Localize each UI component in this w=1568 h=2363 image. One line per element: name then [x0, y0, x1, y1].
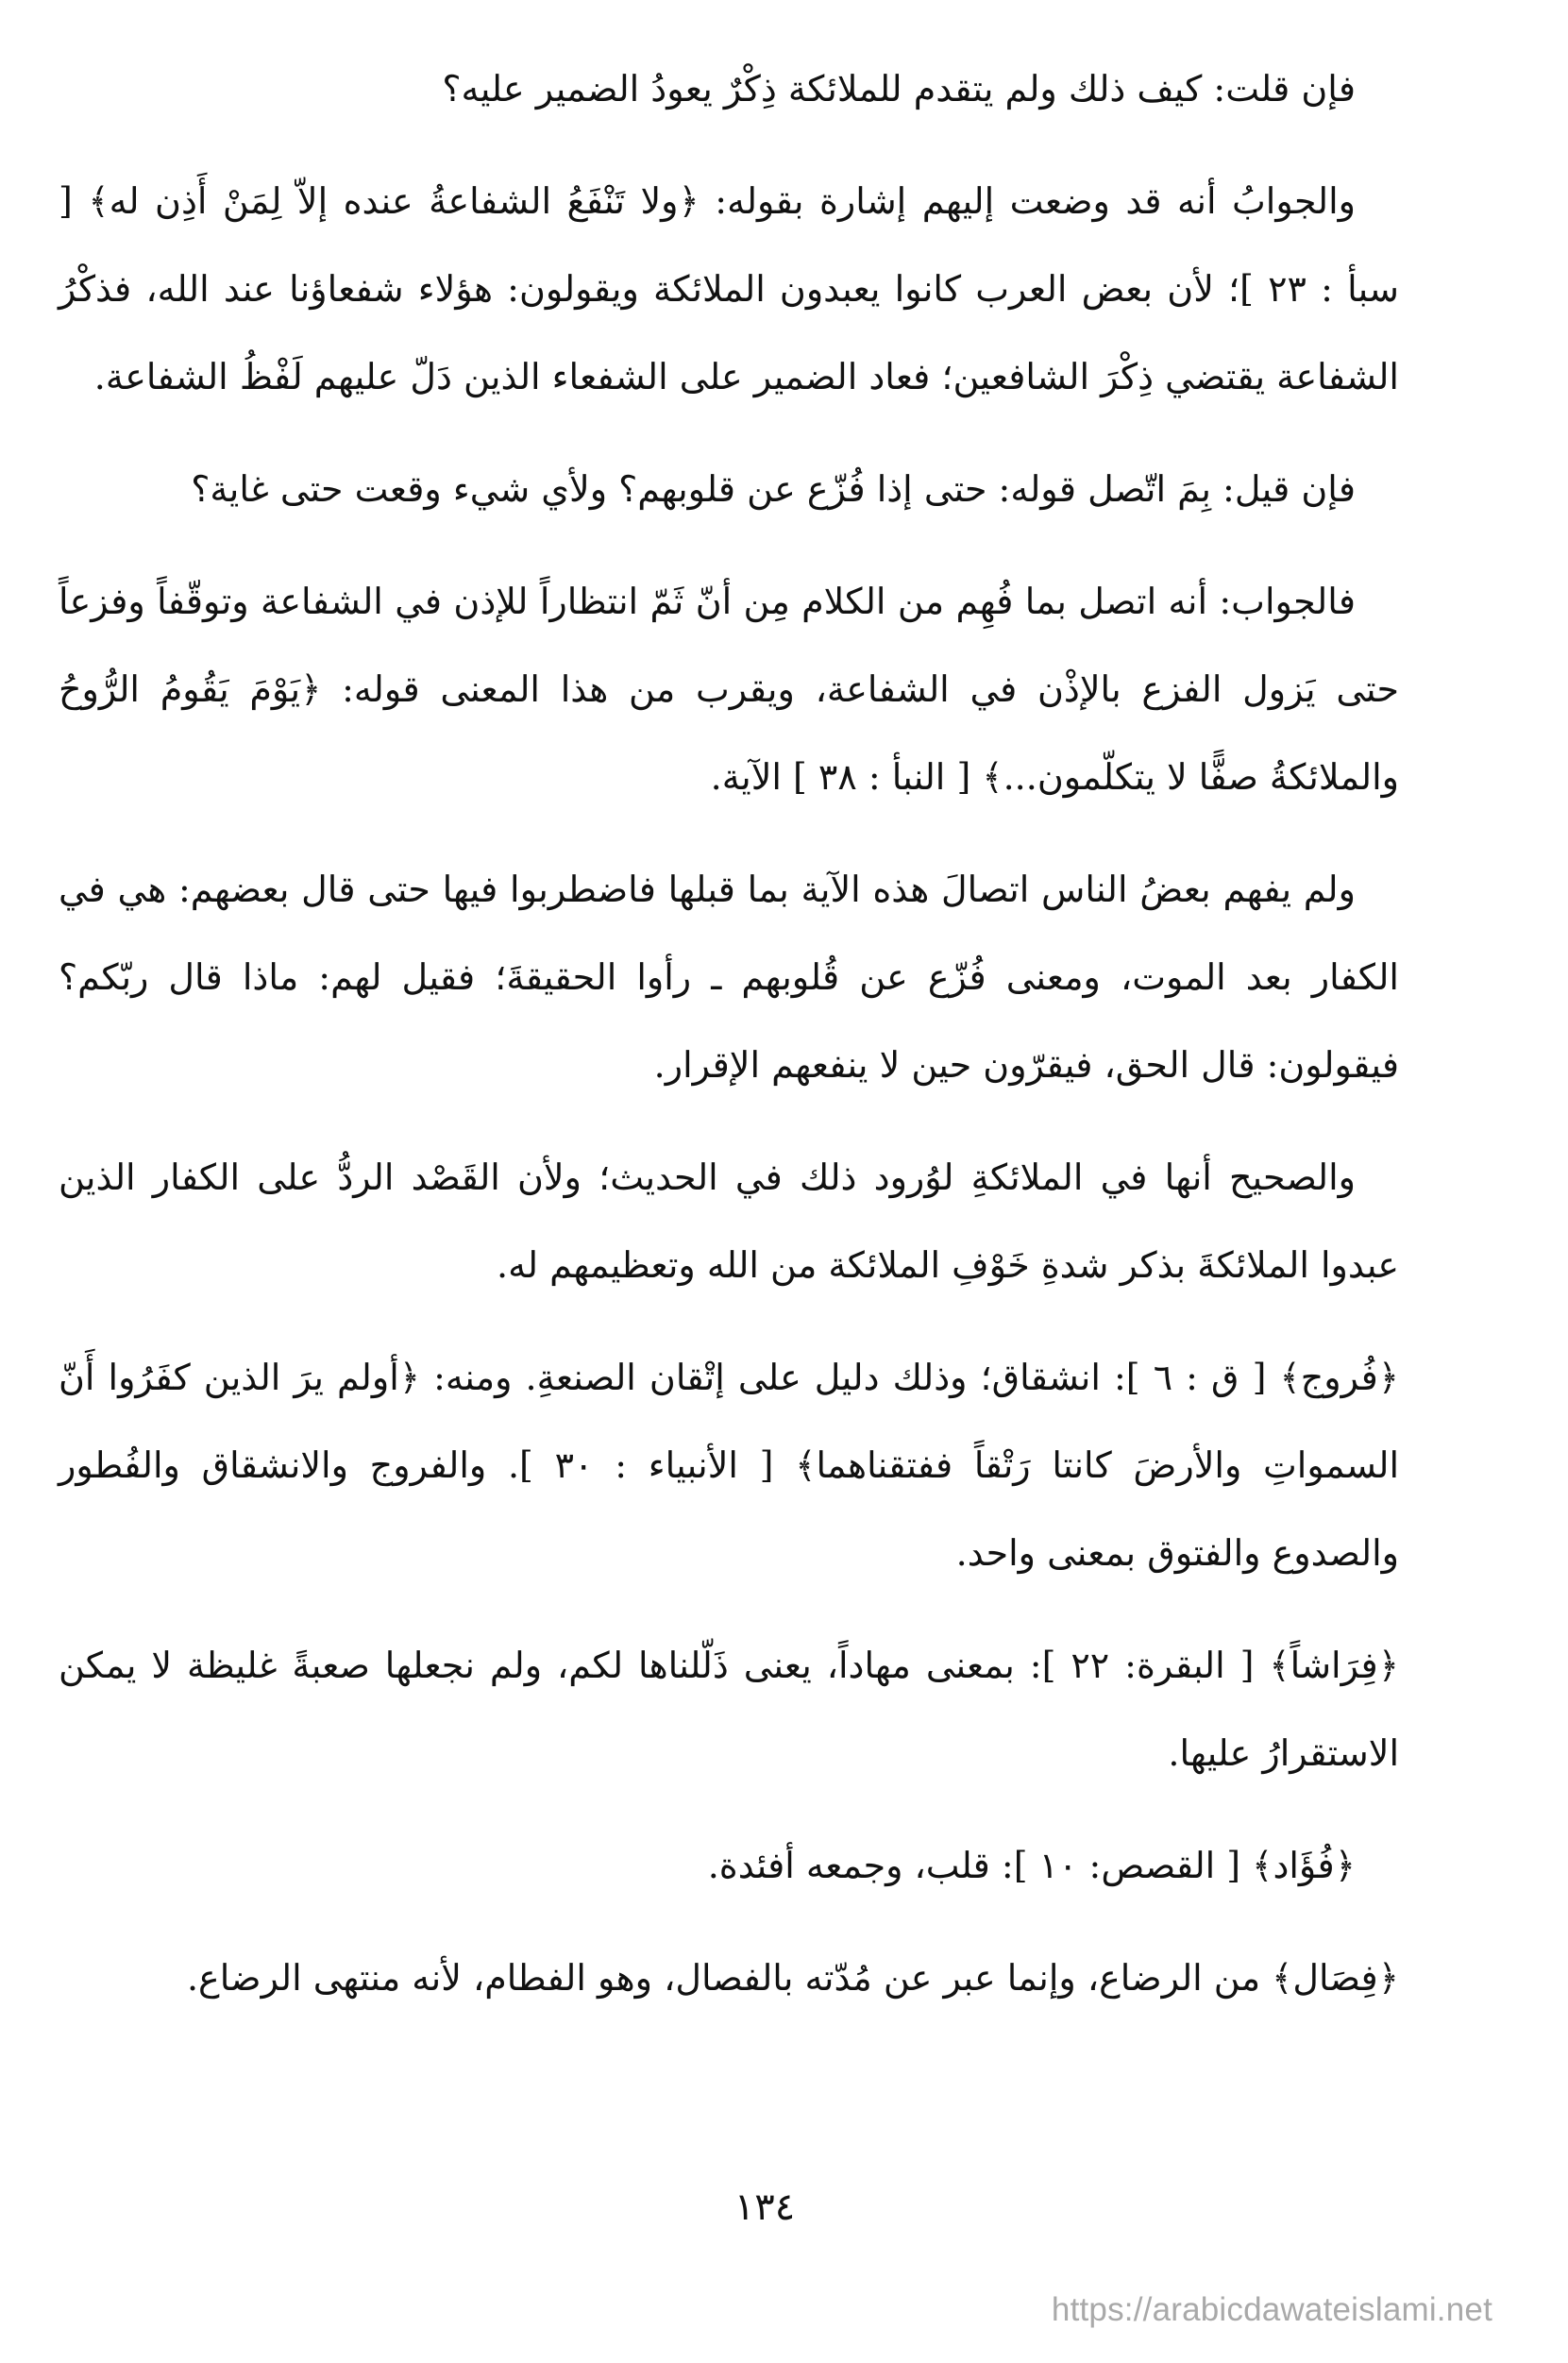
- paragraph-fisal-definition: ﴿فِصَال﴾ من الرضاع، وإنما عبر عن مُدّته بالفصال، وهو الفطام، لأنه منتهى الرضاع.: [186, 1957, 1399, 1999]
- paragraph-firash-definition: ﴿فِرَاشاً﴾ [ البقرة: ٢٢ ]: بمعنى مهاداً، يعنى ذَلّلناها لكم، ولم نجعلها صعبةً غليظة لا يمكن الاستقرارُ عليها.: [59, 1645, 1399, 1774]
- document-page: [59, 45, 1399, 2217]
- paragraph-answer-connection: فالجواب: أنه اتصل بما فُهِم من الكلام مِن أنّ ثَمّ انتظاراً للإذن في الشفاعة وتوقّفاً وفزعاً حتى يَزول الفزع بالإذْن في الشفاعة، ويقرب من هذا المعنى قوله: ﴿يَوْمَ يَقُومُ الرُّوحُ والملائكةُ صفًّا لا يتكلّمون...﴾ [ النبأ : ٣٨ ] الآية.: [59, 581, 1399, 798]
- page-number: ١٣٤: [733, 2186, 796, 2229]
- paragraph-question-angels: فإن قلت: كيف ذلك ولم يتقدم للملائكة ذِكْرٌ يعودُ الضمير عليه؟: [442, 68, 1356, 110]
- paragraph-furuj-definition: ﴿فُروج﴾ [ ق : ٦ ]: انشقاق؛ وذلك دليل على إتْقان الصنعةِ. ومنه: ﴿أولم يرَ الذين كفَرُوا أَنّ السمواتِ والأرضَ كانتا رَتْقاً ففتقناهما﴾ [ الأنبياء : ٣٠ ]. والفروج والانشقاق والفُطور والصدوع والفتوق بمعنى واحد.: [59, 1357, 1399, 1574]
- paragraph-misunderstanding: ولم يفهم بعضُ الناس اتصالَ هذه الآية بما قبلها فاضطربوا فيها حتى قال بعضهم: هي في الكفار بعد الموت، ومعنى فُزّع عن قُلوبهم ـ رأوا الحقيقةَ؛ فقيل لهم: ماذا قال ربّكم؟ فيقولون: قال الحق، فيقرّون حين لا ينفعهم الإقرار.: [59, 869, 1399, 1086]
- paragraph-answer-intercession: والجوابُ أنه قد وضعت إليهم إشارة بقوله: ﴿ولا تَنْفَعُ الشفاعةُ عنده إلاّ لِمَنْ أَذِن له﴾ [ سبأ : ٢٣ ]؛ لأن بعض العرب كانوا يعبدون الملائكة ويقولون: هؤلاء شفعاؤنا عند الله، فذكْرُ الشفاعة يقتضي ذِكْرَ الشافعين؛ فعاد الضمير على الشفعاء الذين دَلّ عليهم لَفْظُ الشفاعة.: [59, 180, 1399, 397]
- paragraph-correct-view: والصحيح أنها في الملائكةِ لوُرود ذلك في الحديث؛ ولأن القَصْد الردُّ على الكفار الذين عبدوا الملائكةَ بذكر شدةِ خَوْفِ الملائكة من الله وتعظيمهم له.: [59, 1156, 1399, 1286]
- paragraph-question-connection: فإن قيل: بِمَ اتّصل قوله: حتى إذا فُزّع عن قلوبهم؟ ولأي شيء وقعت حتى غاية؟: [191, 468, 1356, 510]
- website-watermark: https://arabicdawateislami.net: [1051, 2291, 1492, 2328]
- paragraph-fuad-definition: ﴿فُؤَاد﴾ [ القصص: ١٠ ]: قلب، وجمعه أفئدة.: [707, 1845, 1356, 1886]
